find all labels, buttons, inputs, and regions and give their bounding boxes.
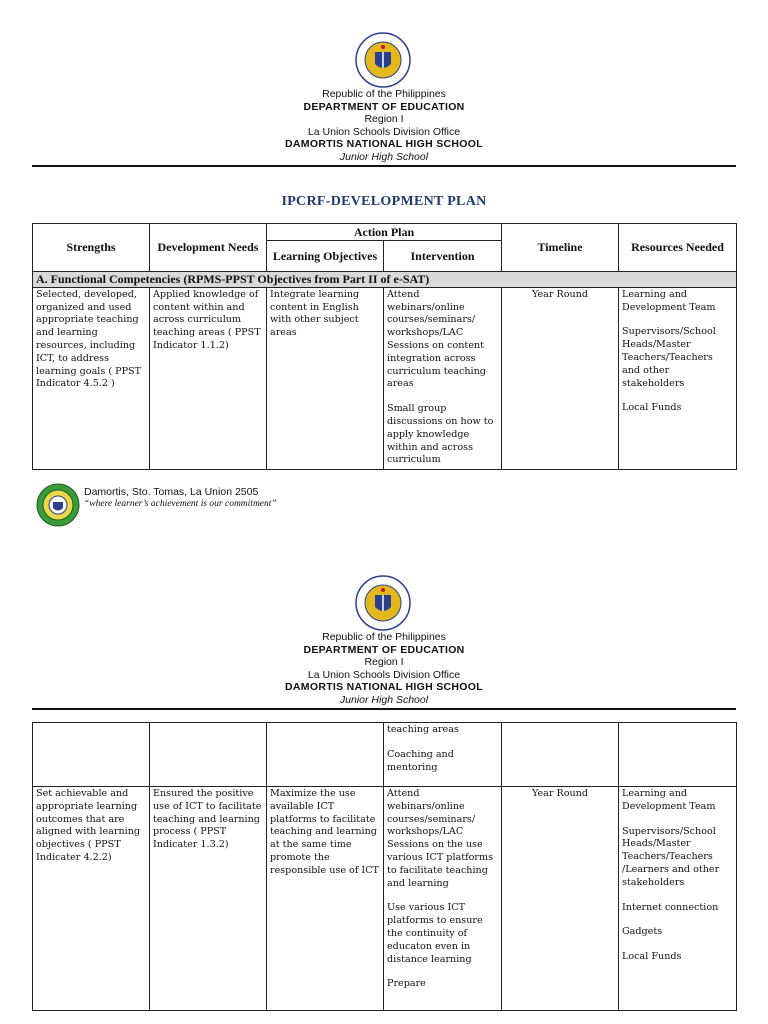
header-divider: [32, 165, 736, 167]
strengths-cell: Selected, developed, organized and used appropriate teaching and learning resources, including ICT, to address learning goals ( PPST Indicator 4.5.2 ): [33, 287, 150, 469]
page1-letterhead: [0, 88, 768, 163]
intervention-item: Coaching and mentoring: [387, 748, 454, 773]
resource-item: Learning and Development Team: [622, 788, 716, 812]
department-text: DEPARTMENT OF EDUCATION: [303, 643, 465, 656]
page-title: IPCRF-DEVELOPMENT PLAN: [281, 194, 487, 209]
department-text: DEPARTMENT OF EDUCATION: [303, 100, 465, 113]
table-row: [33, 723, 737, 787]
development-plan-table-continued: [32, 722, 737, 1011]
learning-objectives-header: Learning Objectives: [267, 241, 384, 272]
timeline-cell: Year Round: [502, 787, 619, 1011]
resource-item: Supervisors/School Heads/Master Teachers/Teachers /Learners and other stakeholders: [622, 825, 720, 888]
school-name: DAMORTIS NATIONAL HIGH SCHOOL: [285, 138, 483, 150]
resources-needed-header: Resources Needed: [619, 224, 737, 272]
needs-cell: Applied knowledge of content within and across curriculum teaching areas ( PPST Indicator 1.1.2): [150, 287, 267, 469]
school-logo-icon: [36, 483, 80, 527]
intervention-cell: [384, 287, 502, 469]
intervention-item: Use various ICT platforms to ensure the continuity of educaton even in distance learning: [387, 902, 483, 965]
division-text: La Union Schools Division Office: [307, 668, 461, 681]
action-plan-header: Action Plan: [267, 224, 502, 241]
resource-item: Local Funds: [622, 402, 682, 414]
resources-cell: [619, 787, 737, 1011]
resource-item: Supervisors/School Heads/Master Teachers/Teachers and other stakeholders: [622, 326, 716, 389]
timeline-cell: [502, 723, 619, 787]
republic-text: Republic of the Philippines: [322, 631, 446, 643]
resource-item: Gadgets: [622, 926, 663, 938]
development-needs-header: Development Needs: [150, 224, 267, 272]
table-row: [33, 787, 737, 1011]
intervention-item: teaching areas: [387, 724, 459, 735]
division-text: La Union Schools Division Office: [307, 125, 461, 138]
intervention-cell: [384, 723, 502, 787]
intervention-cell: [384, 787, 502, 1011]
footer-address: Damortis, Sto. Tomas, La Union 2505: [84, 486, 259, 498]
strengths-header: Strengths: [33, 224, 150, 272]
resources-cell: [619, 723, 737, 787]
region-text: Region I: [364, 656, 404, 668]
section-a-label: A. Functional Competencies (RPMS-PPST Objectives from Part II of e-SAT): [33, 272, 737, 288]
region-text: Region I: [364, 113, 404, 125]
resource-item: Internet connection: [622, 901, 719, 913]
header-divider: [32, 708, 736, 710]
republic-text: Republic of the Philippines: [322, 88, 446, 100]
school-level: Junior High School: [339, 150, 429, 163]
objectives-cell: [267, 723, 384, 787]
section-a-row: [33, 272, 737, 288]
development-plan-table: [32, 223, 737, 470]
timeline-header: Timeline: [502, 224, 619, 272]
timeline-cell: Year Round: [502, 287, 619, 469]
school-level: Junior High School: [339, 693, 429, 706]
deped-seal-icon: [355, 32, 411, 88]
intervention-item: Prepare: [387, 978, 426, 990]
objectives-cell: Integrate learning content in English with other subject areas: [267, 287, 384, 469]
intervention-item: Attend webinars/online courses/seminars/ workshops/LAC Sessions on the use various ICT platforms to facilitate teaching and learning: [387, 788, 494, 889]
footer-motto: “where learner’s achievement is our commitment”: [84, 499, 277, 509]
school-name: DAMORTIS NATIONAL HIGH SCHOOL: [285, 681, 483, 693]
intervention-item: Small group discussions on how to apply knowledge within and across curriculum: [387, 403, 494, 466]
footer: [84, 486, 277, 510]
resource-item: Learning and Development Team: [622, 288, 716, 313]
intervention-item: Attend webinars/online courses/seminars/ workshops/LAC Sessions on content integration across curriculum teaching areas: [387, 288, 486, 390]
table-row: [33, 287, 737, 469]
intervention-header: Intervention: [384, 241, 502, 272]
resources-cell: [619, 287, 737, 469]
strengths-cell: [33, 723, 150, 787]
objectives-cell: Maximize the use available ICT platforms to facilitate teaching and learning at the same time promote the responsible use of ICT: [267, 787, 384, 1011]
strengths-cell: Set achievable and appropriate learning outcomes that are aligned with learning objectives ( PPST Indicater 4.2.2): [33, 787, 150, 1011]
page2-letterhead: [0, 631, 768, 706]
resource-item: Local Funds: [622, 951, 682, 963]
needs-cell: Ensured the positive use of ICT to facilitate teaching and learning process ( PPST Indicater 1.3.2): [150, 787, 267, 1011]
table-header-row: [33, 224, 737, 241]
needs-cell: [150, 723, 267, 787]
deped-seal-icon: [355, 575, 411, 631]
